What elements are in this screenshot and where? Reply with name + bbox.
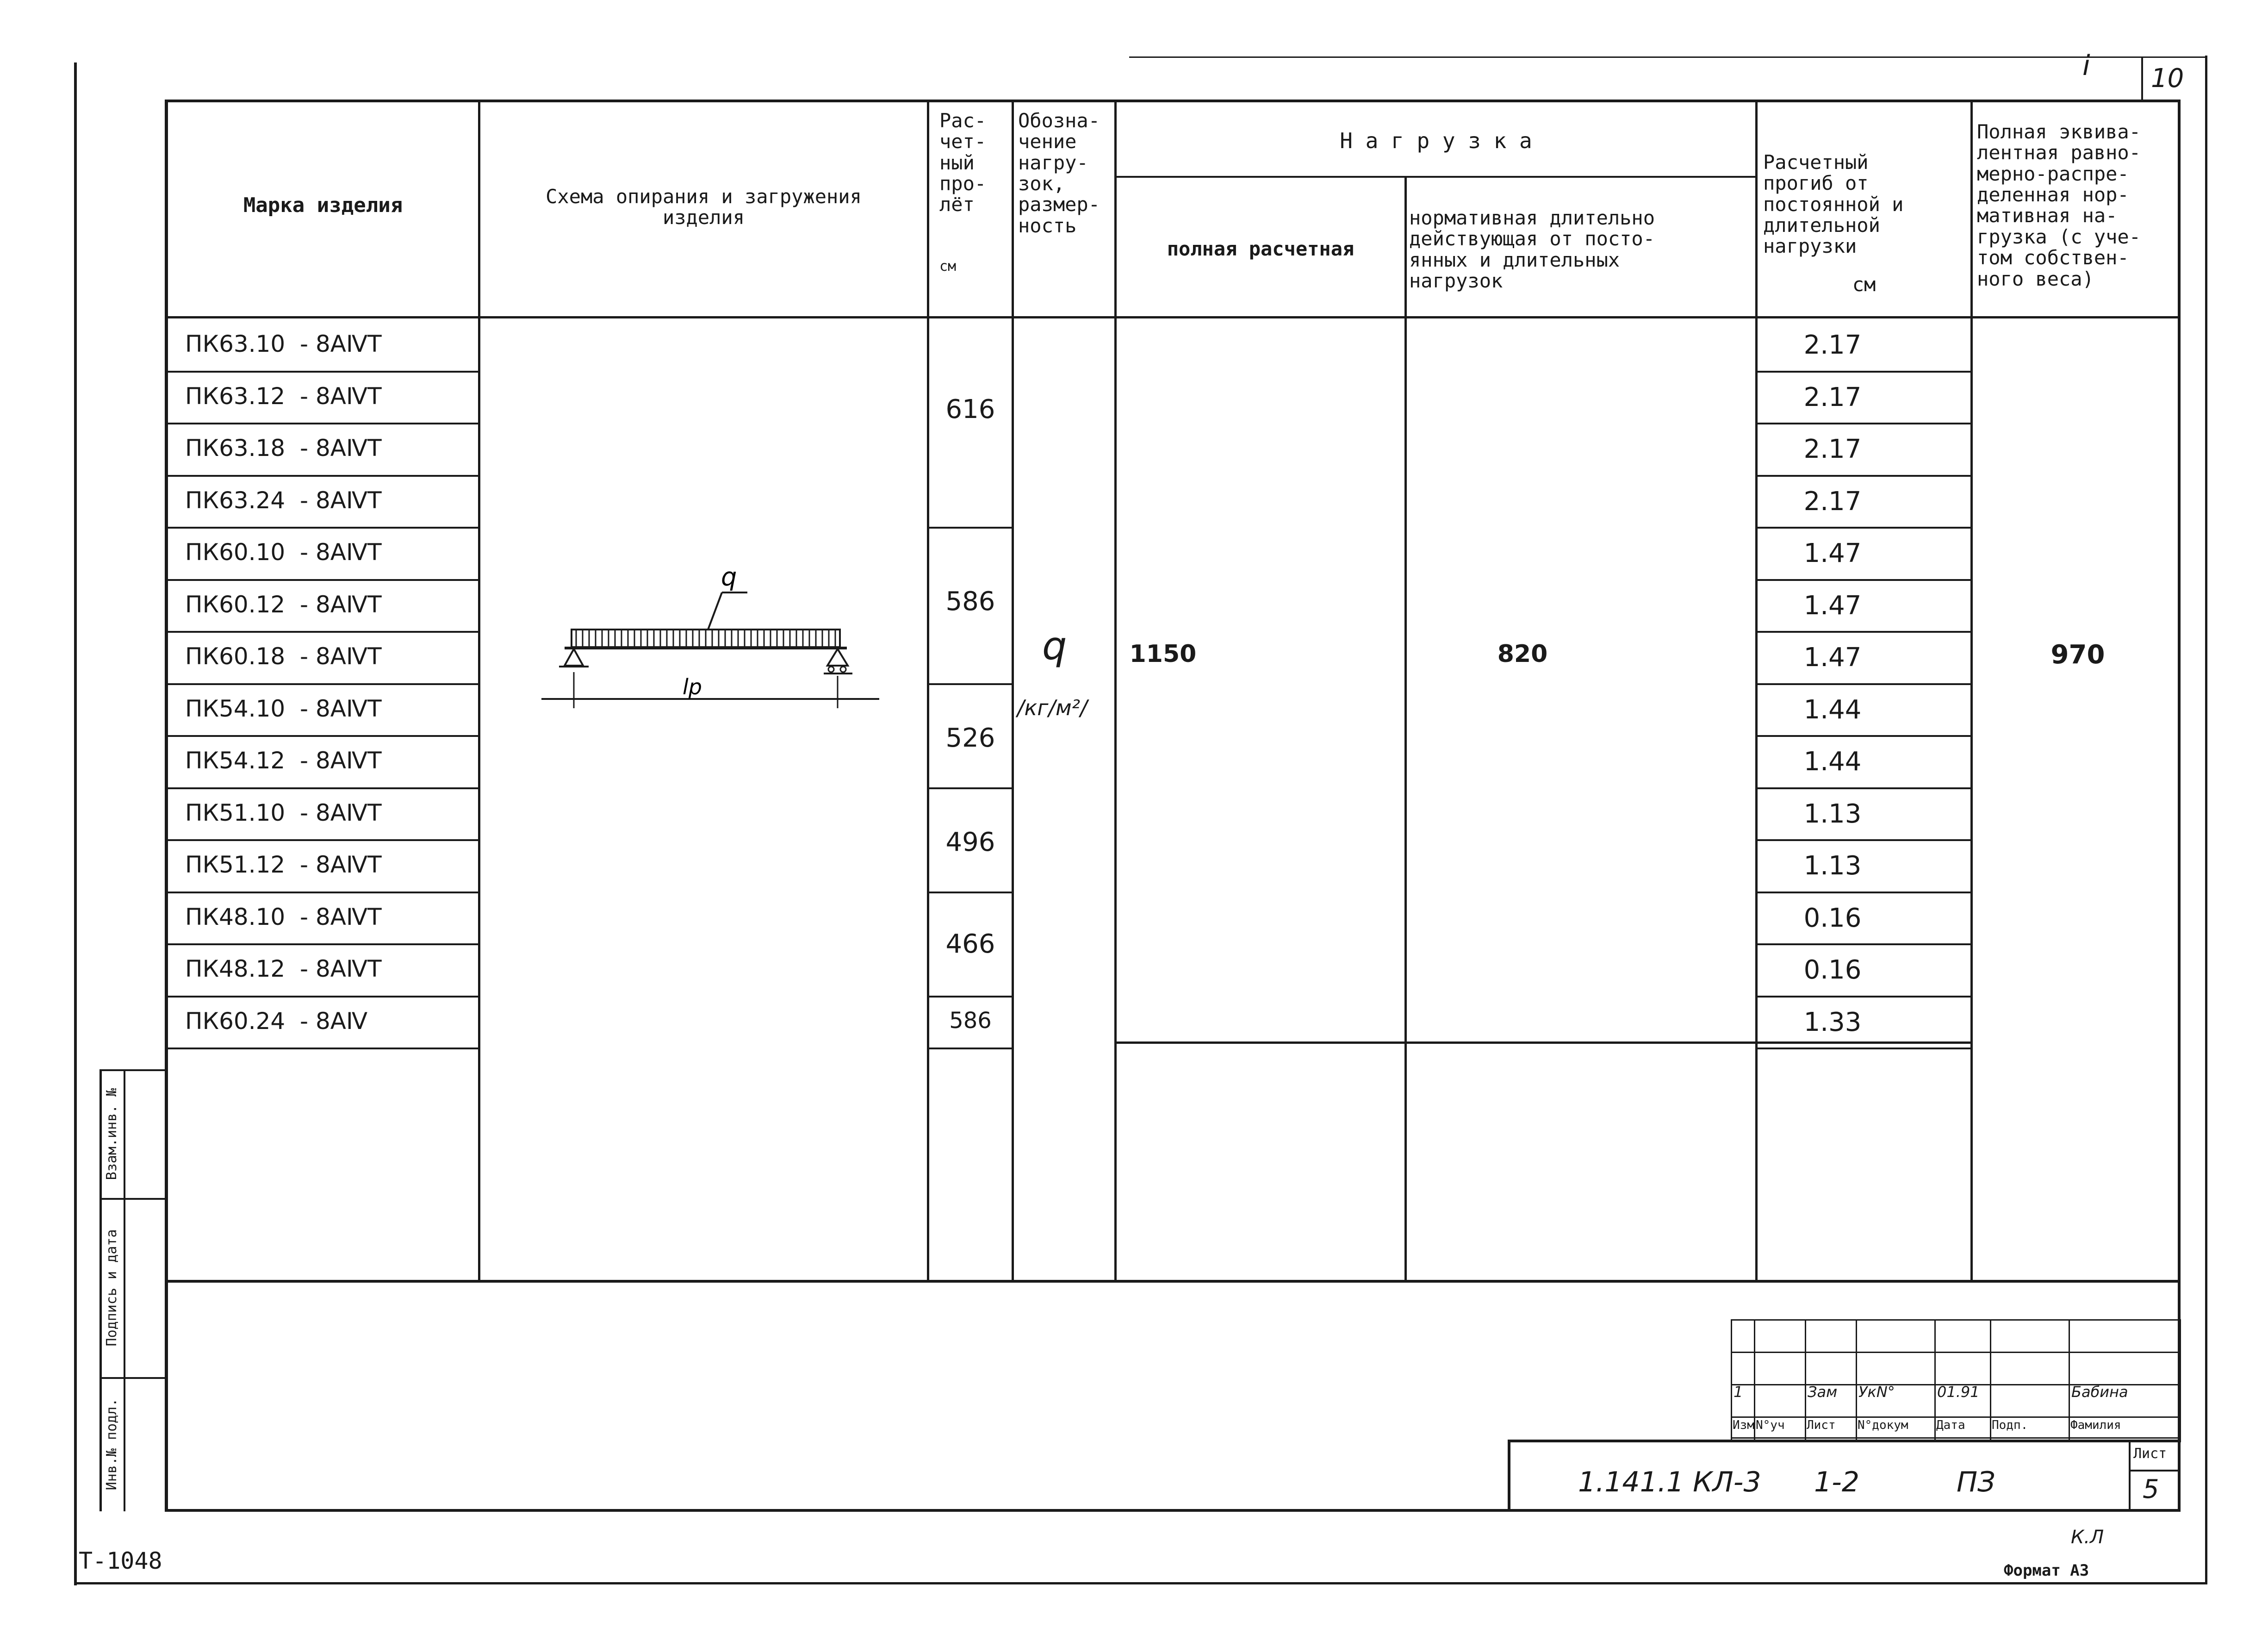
span-value: 586 xyxy=(949,1008,992,1034)
mark-row-line xyxy=(165,579,479,581)
col-line-designation xyxy=(1012,100,1014,1282)
deflection-row-line xyxy=(1755,475,1972,477)
header-equiv: Полная эквива- лентная равно- мерно-распре- деленная нор- мативная на- грузка (с уче- том собствен- ного веса) xyxy=(1977,120,2141,290)
revision-value: 1 xyxy=(1734,1383,1743,1401)
deflection-row-line xyxy=(1755,943,1972,945)
header-load-normative: нормативная длительно действующая от посто- янных и длительных нагрузок xyxy=(1409,206,1655,293)
row-mark: ПК63.18 - 8АⅣТ xyxy=(185,435,382,461)
revision-row-line xyxy=(1731,1416,2180,1418)
mark-row-line xyxy=(165,371,479,373)
col-line-load-normative xyxy=(1404,176,1407,1282)
left-support xyxy=(565,649,583,666)
deflection-row-line xyxy=(1755,735,1972,737)
title-sheet-label: Лист xyxy=(2133,1446,2167,1462)
row-mark: ПК60.12 - 8АⅣТ xyxy=(185,591,382,618)
row-mark: ПК51.12 - 8АⅣТ xyxy=(185,851,382,878)
row-deflection: 1.47 xyxy=(1803,590,1862,621)
load-leader xyxy=(708,592,722,630)
span-value: 496 xyxy=(945,827,995,857)
revision-col-line xyxy=(2069,1319,2070,1440)
row-deflection: 2.17 xyxy=(1803,434,1862,464)
revision-value: Бабина xyxy=(2071,1383,2128,1401)
deflection-row-line xyxy=(1755,423,1972,424)
revision-col-line xyxy=(1934,1319,1936,1440)
row-mark: ПК51.10 - 8АⅣТ xyxy=(185,799,382,826)
corner-sheet-number: 10 xyxy=(2151,63,2184,94)
side-stamp-divider-2 xyxy=(99,1377,167,1379)
deflection-row-line xyxy=(1755,631,1972,633)
table-bottom-line xyxy=(165,1280,2180,1283)
deflection-row-line xyxy=(1755,683,1972,685)
row-deflection: 2.17 xyxy=(1803,330,1862,360)
revision-row-line xyxy=(1731,1352,2180,1353)
row-deflection: 1.47 xyxy=(1803,538,1862,568)
inner-frame-left xyxy=(165,100,168,1511)
revision-col-line xyxy=(2180,1319,2181,1440)
row-deflection: 2.17 xyxy=(1803,486,1862,517)
deflection-row-line xyxy=(1755,579,1972,581)
load-label: q xyxy=(721,565,737,592)
header-designation: Обозна- чение нагру- зок, размер- ность xyxy=(1018,109,1100,237)
revision-row-line xyxy=(1731,1437,2180,1439)
deflection-row-line xyxy=(1755,996,1972,998)
footer-doc-id: Т-1048 xyxy=(79,1547,162,1574)
revision-label: N°уч xyxy=(1756,1418,1785,1432)
span-label: lр xyxy=(683,674,702,699)
revision-value: 01.91 xyxy=(1937,1383,1980,1401)
header-bottom-line xyxy=(165,316,2180,318)
revision-col-line xyxy=(1805,1319,1806,1440)
revision-label: N°докум xyxy=(1858,1418,1908,1432)
revision-label: Фамилия xyxy=(2070,1418,2121,1432)
load-subheader-line xyxy=(1115,176,1756,178)
row-mark: ПК54.12 - 8АⅣТ xyxy=(185,747,382,774)
row-deflection: 1.47 xyxy=(1803,642,1862,673)
revision-col-line xyxy=(1990,1319,1991,1440)
mark-row-line xyxy=(165,683,479,685)
row-deflection: 1.44 xyxy=(1803,747,1862,777)
col-line-scheme xyxy=(478,100,480,1282)
span-value: 466 xyxy=(945,929,995,959)
row-deflection: 1.13 xyxy=(1803,851,1862,881)
distributed-load-hatch xyxy=(572,630,840,647)
span-group-line xyxy=(927,683,1013,685)
row-mark: ПК63.12 - 8АⅣТ xyxy=(185,382,382,410)
side-stamp-divider-1 xyxy=(99,1198,167,1200)
revision-col-line xyxy=(1856,1319,1857,1440)
revision-value: Зам xyxy=(1808,1383,1838,1401)
mark-row-line xyxy=(165,892,479,893)
span-value: 616 xyxy=(945,394,995,424)
mark-row-line xyxy=(165,787,479,789)
title-code: 1.141.1 КЛ-3 xyxy=(1578,1466,1761,1498)
deflection-row-line xyxy=(1755,527,1972,529)
revision-col-line xyxy=(1731,1319,1732,1440)
row-mark: ПК60.24 - 8АⅣ xyxy=(185,1007,368,1035)
side-stamp-inv-original: Инв.№ подл. xyxy=(103,1398,120,1490)
span-group-line xyxy=(927,1048,1013,1049)
header-deflection-unit: см xyxy=(1852,273,1876,296)
span-group-line xyxy=(927,787,1013,789)
deflection-row-line xyxy=(1755,892,1972,893)
row-deflection: 0.16 xyxy=(1803,903,1862,933)
load-normative-value: 820 xyxy=(1497,640,1548,668)
side-stamp-line-middle xyxy=(124,1069,125,1511)
beam-scheme-diagram xyxy=(537,565,889,722)
inner-frame-bottom xyxy=(165,1509,2181,1512)
revision-label: Дата xyxy=(1936,1418,1965,1432)
title-block-left xyxy=(1508,1440,1510,1511)
revision-value: УкN° xyxy=(1858,1383,1895,1401)
corner-mark: i xyxy=(2082,50,2090,82)
corner-box-left xyxy=(2141,56,2143,102)
mark-row-line xyxy=(165,423,479,424)
span-value: 526 xyxy=(945,723,995,753)
row-mark: ПК48.12 - 8АⅣТ xyxy=(185,955,382,982)
load-full-value: 1150 xyxy=(1129,640,1197,668)
row-mark: ПК63.10 - 8АⅣТ xyxy=(185,330,382,357)
header-load-group: Н а г р у з к а xyxy=(1340,128,1532,153)
row-mark: ПК60.18 - 8АⅣТ xyxy=(185,643,382,670)
revision-row-line xyxy=(1731,1319,2180,1321)
designation-unit: /кг/м²/ xyxy=(1017,695,1087,720)
col-line-equiv xyxy=(1970,100,1973,1282)
equiv-value: 970 xyxy=(2051,640,2105,670)
deflection-row-line xyxy=(1755,787,1972,789)
header-span: Рас- чет- ный про- лёт xyxy=(939,109,987,216)
header-mark: Марка изделия xyxy=(243,193,403,217)
revision-label: Изм xyxy=(1733,1418,1754,1432)
row-deflection: 1.33 xyxy=(1803,1007,1862,1037)
header-load-full: полная расчетная xyxy=(1167,237,1355,260)
inner-frame-right xyxy=(2178,100,2181,1511)
deflection-row-line xyxy=(1755,839,1972,841)
outer-border-top xyxy=(1129,56,2207,58)
side-stamp-top xyxy=(99,1069,167,1071)
title-issue: 1-2 xyxy=(1814,1466,1859,1498)
revision-label: Лист xyxy=(1807,1418,1836,1432)
side-stamp-inv-replace: Взам.инв. № xyxy=(103,1088,120,1180)
load-block-bottom xyxy=(1114,1041,1973,1044)
row-deflection: 1.44 xyxy=(1803,694,1862,725)
revision-label: Подп. xyxy=(1992,1418,2028,1432)
title-section: ПЗ xyxy=(1957,1466,1995,1498)
title-sheet-box-left xyxy=(2129,1440,2131,1511)
row-mark: ПК54.10 - 8АⅣТ xyxy=(185,695,382,722)
span-value: 586 xyxy=(945,586,995,617)
col-line-span xyxy=(927,100,929,1282)
designation-symbol: q xyxy=(1042,623,1067,668)
outer-border-bottom xyxy=(74,1582,2207,1584)
span-group-line xyxy=(927,527,1013,529)
mark-row-line xyxy=(165,943,479,945)
side-stamp-left xyxy=(99,1069,102,1511)
outer-border-left xyxy=(74,62,77,1585)
mark-row-line xyxy=(165,996,479,998)
side-stamp-signature-date: Подпись и дата xyxy=(103,1229,120,1347)
header-scheme: Схема опирания и загружения изделия xyxy=(546,185,862,229)
right-support xyxy=(827,649,848,666)
deflection-row-line xyxy=(1755,371,1972,373)
footer-initials: К.Л xyxy=(2071,1527,2104,1548)
span-group-line xyxy=(927,892,1013,893)
row-deflection: 0.16 xyxy=(1803,955,1862,985)
title-sheet-box-mid xyxy=(2129,1470,2181,1472)
header-span-unit: см xyxy=(939,258,957,274)
col-line-load-full xyxy=(1114,100,1117,1282)
mark-row-line xyxy=(165,475,479,477)
row-mark: ПК63.24 - 8АⅣТ xyxy=(185,486,382,514)
deflection-row-line xyxy=(1755,1048,1972,1049)
mark-row-line xyxy=(165,735,479,737)
row-mark: ПК48.10 - 8АⅣТ xyxy=(185,903,382,930)
mark-row-line xyxy=(165,631,479,633)
inner-frame-top xyxy=(165,100,2180,102)
title-block-top xyxy=(1508,1440,2181,1442)
header-deflection: Расчетный прогиб от постоянной и длительной нагрузки xyxy=(1763,151,1904,258)
span-group-line xyxy=(927,996,1013,998)
row-mark: ПК60.10 - 8АⅣТ xyxy=(185,539,382,566)
row-deflection: 2.17 xyxy=(1803,382,1862,412)
outer-border-right xyxy=(2205,56,2207,1584)
title-sheet-number: 5 xyxy=(2143,1474,2159,1504)
mark-row-line xyxy=(165,839,479,841)
mark-row-line xyxy=(165,527,479,529)
footer-format: Формат А3 xyxy=(2004,1561,2089,1580)
mark-row-line xyxy=(165,1048,479,1049)
row-deflection: 1.13 xyxy=(1803,798,1862,829)
